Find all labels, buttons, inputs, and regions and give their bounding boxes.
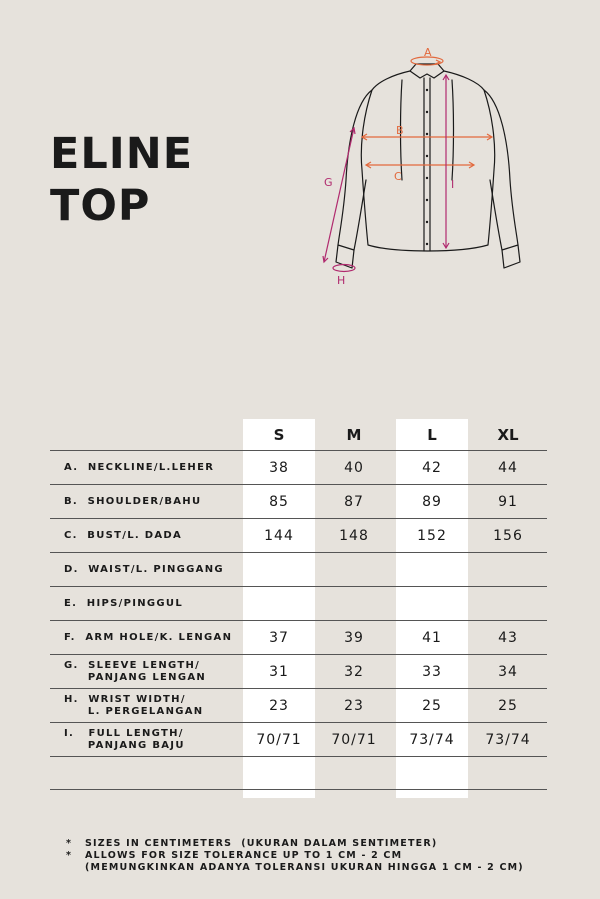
size-value-m: 23 <box>344 697 364 714</box>
note-line <box>66 862 524 874</box>
size-value-xl: 34 <box>498 663 518 680</box>
size-value-xl <box>472 553 544 586</box>
size-value-m: 40 <box>344 459 364 476</box>
measure-i-full-length <box>443 75 449 248</box>
size-value-l <box>396 553 468 586</box>
note-marker: * <box>66 850 73 861</box>
size-value-m <box>318 587 390 620</box>
size-value-xl: 25 <box>498 697 518 714</box>
size-value-s: 85 <box>269 493 289 510</box>
size-value-s: 23 <box>269 697 289 714</box>
size-value-s: 144 <box>264 527 294 544</box>
table-row <box>50 654 547 688</box>
measurement-label: A. NECKLINE/L.LEHER <box>64 461 215 473</box>
measurement-label: G. SLEEVE LENGTH/ PANJANG LENGAN <box>64 659 207 683</box>
note-line <box>66 838 524 850</box>
size-value-s: 31 <box>269 663 289 680</box>
size-value-s <box>243 757 315 789</box>
note-text: SIZES IN CENTIMETERS (UKURAN DALAM SENTIMETER) <box>85 838 438 849</box>
measurement-label: H. WRIST WIDTH/ L. PERGELANGAN <box>64 693 204 717</box>
size-value-l: 73/74 <box>409 731 455 748</box>
table-row <box>50 688 547 722</box>
size-value-s <box>243 587 315 620</box>
table-row <box>50 552 547 586</box>
table-row <box>50 620 547 654</box>
measurement-label: F. ARM HOLE/K. LENGAN <box>64 631 233 643</box>
size-value-l <box>396 587 468 620</box>
shirt-collar <box>410 64 444 78</box>
table-row <box>50 450 547 484</box>
note-marker: * <box>66 838 73 849</box>
right-sleeve <box>484 90 518 250</box>
size-value-xl <box>472 587 544 620</box>
size-value-l: 89 <box>422 493 442 510</box>
label-b: B <box>396 124 404 137</box>
size-value-xl: 91 <box>498 493 518 510</box>
table-row <box>50 586 547 620</box>
size-value-xl: 44 <box>498 459 518 476</box>
shirt-measurement-diagram <box>310 40 540 290</box>
size-value-l: 152 <box>417 527 447 544</box>
measurement-label: B. SHOULDER/BAHU <box>64 495 202 507</box>
label-h: H <box>337 274 346 287</box>
table-row <box>50 518 547 552</box>
measurement-label: E. HIPS/PINGGUL <box>64 597 183 609</box>
size-value-m <box>318 553 390 586</box>
label-a: A <box>424 46 432 59</box>
size-value-m: 70/71 <box>331 731 377 748</box>
size-value-m: 148 <box>339 527 369 544</box>
size-value-s: 38 <box>269 459 289 476</box>
note-text: ALLOWS FOR SIZE TOLERANCE UP TO 1 CM - 2 CM <box>85 850 403 861</box>
left-sleeve <box>338 90 372 250</box>
size-value-m: 32 <box>344 663 364 680</box>
size-header-l: L <box>427 426 437 444</box>
label-g: G <box>324 176 333 189</box>
note-marker <box>66 862 85 874</box>
product-title-line-2: TOP <box>50 181 151 231</box>
note-text: (MEMUNGKINKAN ADANYA TOLERANSI UKURAN HINGGA 1 CM - 2 CM) <box>85 862 524 873</box>
measurement-label: I. FULL LENGTH/ PANJANG BAJU <box>64 727 185 751</box>
size-value-s: 70/71 <box>256 731 302 748</box>
size-header-xl: XL <box>497 426 519 444</box>
shirt-buttons <box>426 89 428 245</box>
size-value-l: 42 <box>422 459 442 476</box>
size-value-xl: 43 <box>498 629 518 646</box>
size-value-xl <box>472 757 544 789</box>
label-c: C <box>394 170 402 183</box>
size-header-m: M <box>346 426 362 444</box>
size-value-l: 25 <box>422 697 442 714</box>
size-value-s <box>243 553 315 586</box>
size-value-s: 37 <box>269 629 289 646</box>
product-title <box>50 128 193 232</box>
table-row <box>50 756 547 790</box>
size-value-m: 87 <box>344 493 364 510</box>
table-row <box>50 722 547 756</box>
size-header-row <box>50 419 547 450</box>
measurement-label: C. BUST/L. DADA <box>64 529 183 541</box>
size-notes <box>66 838 524 874</box>
measure-c-bust <box>366 162 474 168</box>
size-value-m: 39 <box>344 629 364 646</box>
size-value-xl: 156 <box>493 527 523 544</box>
size-value-l <box>396 757 468 789</box>
table-row <box>50 484 547 518</box>
label-i: I <box>451 178 455 191</box>
size-value-l: 33 <box>422 663 442 680</box>
shirt-body <box>361 71 494 251</box>
right-cuff <box>502 245 520 268</box>
product-title-line-1: ELINE <box>50 129 194 179</box>
size-value-l: 41 <box>422 629 442 646</box>
size-chart-table <box>50 419 547 790</box>
size-value-xl: 73/74 <box>485 731 531 748</box>
note-line <box>66 850 524 862</box>
size-header-s: S <box>273 426 285 444</box>
size-value-m <box>318 757 390 789</box>
measurement-label: D. WAIST/L. PINGGANG <box>64 563 224 575</box>
